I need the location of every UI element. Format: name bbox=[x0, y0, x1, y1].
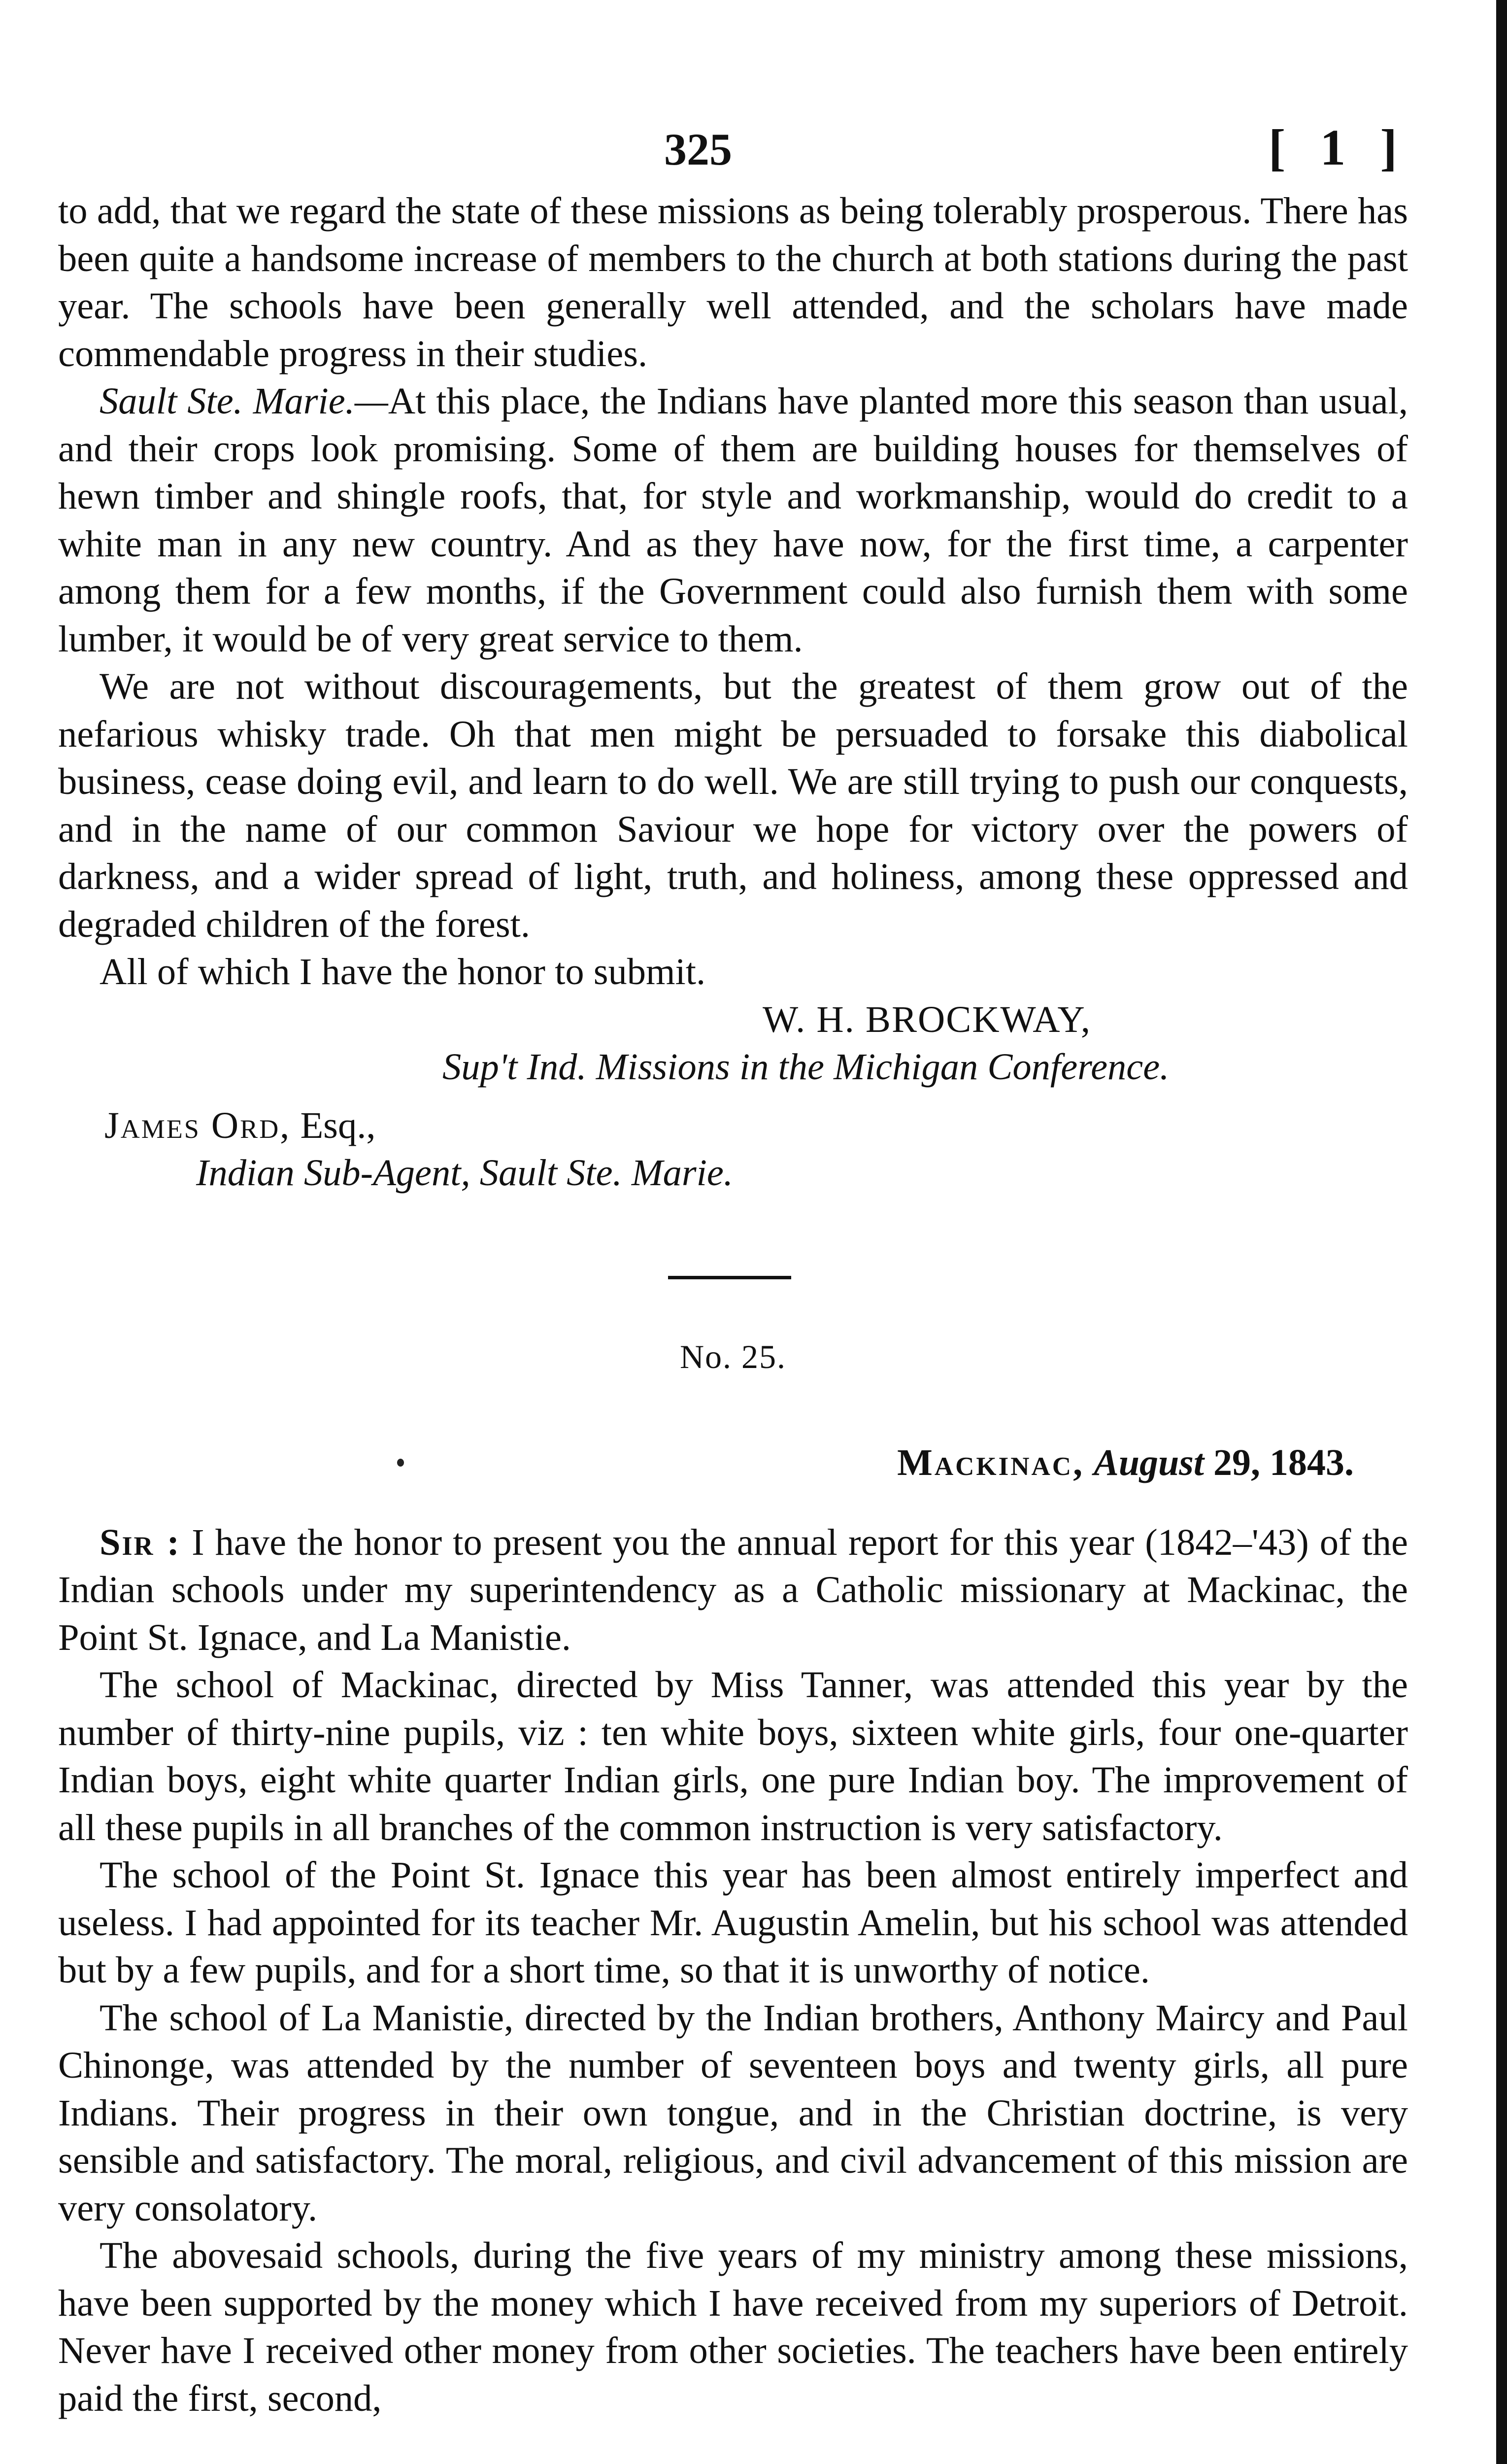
closing-line: All of which I have the honor to submit. bbox=[100, 951, 706, 992]
salutation: Sir : bbox=[100, 1521, 181, 1563]
addressee-name: James Ord, bbox=[104, 1104, 291, 1146]
paragraph bbox=[58, 1519, 1408, 1662]
place-heading: Sault Ste. Marie.— bbox=[100, 380, 388, 422]
paragraph: The school of La Manistie, directed by the Indian brothers, Anthony Maircy and Paul Chinonge, was attended by the number of seventeen boys and twenty girls, all pure Indians. Their progress in their own tongue, and in the Christian doctrine, is very sensible and satisfactory. The moral, religious, and civil advancement of this mission are very consolatory. bbox=[58, 1996, 1408, 2229]
addressee bbox=[58, 1102, 1408, 1150]
paragraph: to add, that we regard the state of these missions as being tolerably prosperous. There has been quite a handsome increase of members to the church at both stations during the past year. The schools have been generally well attended, and the scholars have made commendable progress in their studies. bbox=[58, 190, 1408, 375]
document-page bbox=[58, 108, 1408, 2422]
signature-name: W. H. BROCKWAY, bbox=[763, 998, 1091, 1040]
document-number: [ 1 ] bbox=[1268, 119, 1408, 176]
section-divider bbox=[668, 1276, 791, 1279]
page-number: 325 bbox=[664, 124, 732, 174]
paragraph-text: At this place, the Indians have planted more this season than usual, and their crops look promising. Some of them are building houses for themselves of hewn timber and shingle roofs, that, for style and workmanship, would do credit to a white man in any new country. And as they have now, for the first time, a carpenter among them for a few months, if the Government could also furnish them with some lumber, it would be of very great service to them. bbox=[58, 380, 1408, 660]
report-no-24-body bbox=[58, 187, 1408, 996]
paragraph: The abovesaid schools, during the five years of my ministry among these missions, have been supported by the money which I have received from my superiors of Detroit. Never have I received other money from other societies. The teachers have been entirely paid the first, second, bbox=[58, 2234, 1408, 2419]
addressee-suffix: Esq., bbox=[291, 1104, 376, 1146]
paragraph: The school of Mackinac, directed by Miss Tanner, was attended this year by the number of thirty-nine pupils, viz : ten white boys, sixteen white girls, four one-quarter Indian boys, eight white quarter Indian girls, one pure Indian boy. The improvement of all these pupils in all branches of the common instruction is very satisfactory. bbox=[58, 1664, 1408, 1848]
paragraph: We are not without discouragements, but the greatest of them grow out of the nefarious whisky trade. Oh that men might be persuaded to forsake this diabolical business, cease doing evil, and learn to do well. We are still trying to push our conquests, and in the name of our common Saviour we hope for victory over the powers of darkness, and a wider spread of light, truth, and holiness, among these oppressed and degraded children of the forest. bbox=[58, 665, 1408, 945]
dateline-month: August bbox=[1094, 1441, 1204, 1483]
report-no-25-body bbox=[58, 1519, 1408, 2423]
paragraph: The school of the Point St. Ignace this year has been almost entirely imperfect and useless. I had appointed for its teacher Mr. Augustin Amelin, but his school was attended but by a few pupils, and for a short time, so that it is unworthy of notice. bbox=[58, 1854, 1408, 1991]
addressee-title: Indian Sub-Agent, Sault Ste. Marie. bbox=[196, 1152, 733, 1194]
scan-border-right bbox=[1496, 0, 1507, 2464]
page-header bbox=[58, 108, 1408, 187]
dateline-year: 29, 1843. bbox=[1213, 1441, 1354, 1483]
signature-title: Sup't Ind. Missions in the Michigan Conference. bbox=[442, 1046, 1170, 1088]
dateline bbox=[58, 1441, 1408, 1484]
dateline-place: Mackinac, bbox=[897, 1441, 1085, 1483]
section-number: No. 25. bbox=[679, 1337, 787, 1375]
paragraph-text: I have the honor to present you the annual report for this year (1842–'43) of the Indian schools under my superintendency as a Catholic missionary at Mackinac, the Point St. Ignace, and La Manistie. bbox=[58, 1521, 1408, 1658]
paragraph bbox=[58, 377, 1408, 663]
